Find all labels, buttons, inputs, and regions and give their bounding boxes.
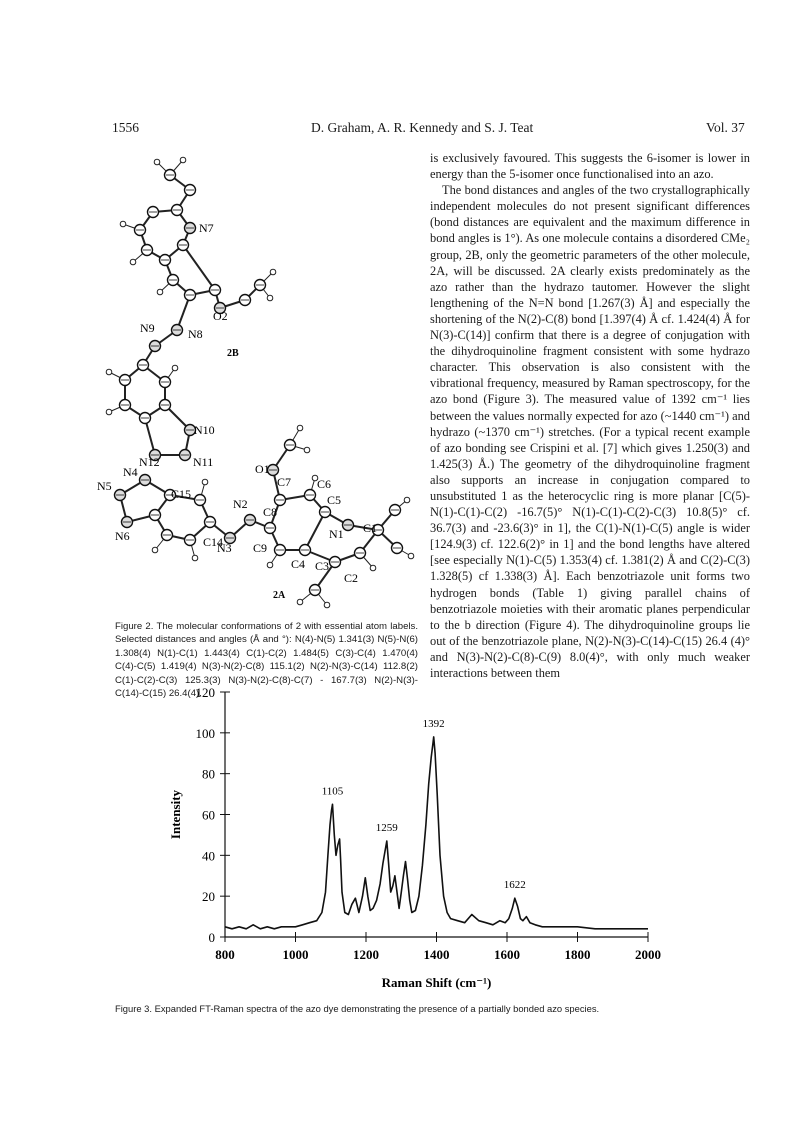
atom-label-2b: 2B — [227, 348, 239, 359]
hydrogen-atom — [202, 479, 208, 485]
atom-label-2a: N3 — [217, 541, 232, 555]
y-tick-label: 80 — [202, 766, 215, 782]
hydrogen-atom — [267, 295, 273, 301]
x-tick-label: 1400 — [423, 947, 450, 962]
page-number: 1556 — [112, 120, 139, 135]
peak-label: 1105 — [321, 785, 344, 798]
x-tick-label: 1600 — [494, 947, 520, 962]
hydrogen-atom — [180, 157, 186, 163]
hydrogen-atom — [152, 547, 158, 553]
hydrogen-atom — [297, 599, 303, 605]
x-tick-label: 1800 — [564, 947, 591, 962]
atom-label-2a: C7 — [277, 475, 292, 489]
hydrogen-atom — [370, 565, 376, 571]
running-authors: D. Graham, A. R. Kennedy and S. J. Teat — [311, 120, 534, 135]
hydrogen-atom — [404, 497, 410, 503]
hydrogen-atom — [297, 425, 303, 431]
y-tick-label: 40 — [202, 848, 215, 864]
raman-spectrum-chart — [150, 682, 670, 994]
atom-label-2a: C4 — [291, 557, 306, 571]
raman-spectrum-line — [225, 737, 648, 929]
bond-line — [305, 512, 325, 550]
atom-label-2a: C2 — [344, 571, 359, 585]
x-axis-label: Raman Shift (cm⁻¹) — [381, 975, 492, 990]
atom-label-2a: N5 — [97, 479, 112, 493]
atom-label-2a: C8 — [263, 505, 278, 519]
hydrogen-atom — [157, 289, 163, 295]
atom-labels — [97, 221, 377, 601]
atom-label-2a: 2A — [273, 590, 286, 601]
hydrogen-atom — [106, 409, 112, 415]
y-tick-label: 60 — [202, 807, 215, 823]
hydrogen-atom — [106, 369, 112, 375]
bond-line — [183, 245, 215, 290]
y-tick-label: 120 — [195, 685, 215, 700]
y-tick-label: 0 — [208, 930, 215, 945]
peak-label: 1259 — [375, 822, 398, 835]
atom-label-2a: N2 — [233, 497, 248, 511]
hydrogen-atom — [304, 447, 310, 453]
atom-label-2b: N8 — [188, 327, 203, 341]
atom-label-2a: O1 — [255, 462, 270, 476]
hydrogen-atom — [408, 553, 414, 559]
hydrogen-atom — [267, 562, 273, 568]
hydrogen-atom — [324, 602, 330, 608]
y-tick-label: 20 — [202, 889, 215, 905]
atom-label-2b: N11 — [193, 455, 214, 469]
hydrogen-atom — [192, 555, 198, 561]
atom-label-2a: N4 — [123, 465, 138, 479]
atom-label-2b: N9 — [140, 321, 155, 335]
hydrogen-atom — [270, 269, 276, 275]
figure3-caption: Figure 3. Expanded FT-Raman spectra of the azo dye demonstrating the presence of a partially bonded azo species. — [115, 1003, 600, 1014]
hydrogen-atom — [130, 259, 136, 265]
atom-label-2a: C1 — [363, 521, 378, 535]
y-axis-label: Intensity — [168, 789, 183, 840]
atom-label-2b: N12 — [139, 455, 160, 469]
figure2-molecular-structure — [95, 150, 425, 610]
x-tick-label: 2000 — [635, 947, 661, 962]
peak-label: 1622 — [503, 879, 526, 892]
atom-label-2b: N10 — [194, 423, 215, 437]
paragraph-1: is exclusively favoured. This suggests the 6-isomer is lower in energy than the 5-isomer once functionalised into an azo. — [430, 151, 750, 182]
volume-label: Vol. 37 — [706, 120, 745, 135]
hydrogen-atom — [154, 159, 160, 165]
atom-label-2b: O2 — [213, 309, 228, 323]
x-tick-label: 800 — [215, 947, 235, 962]
atom-label-2a: C15 — [171, 487, 192, 501]
atom-label-2a: C9 — [253, 541, 268, 555]
figure2-caption: Figure 2. The molecular conformations of 2 with essential atom labels. Selected distances and angles (Å and °): N(4)-N(5) 1.341(3) N(5)-N(6) 1.308(4) N(1)-C(1) 1.443(4) C(1)-C(2) 1.484(5) C(3)-C(4) 1.470(4) C(4)-C(5) 1.419(4) N(3)-N(2)-C(8) 115.1(2) N(2)-N(3)-C(14) 112.8(2) C(1)-C(2)-C(3) 125.3(3) N(3)-N(2)-C(8)-C(7) - 167.7(3) N(2)-N(3)-C(14)-C(15) 26.4(4). — [115, 621, 418, 700]
atom-label-2a: N1 — [329, 527, 344, 541]
atom-label-2a: C14 — [203, 535, 224, 549]
x-tick-label: 1000 — [282, 947, 309, 962]
molecule-atoms — [115, 170, 403, 596]
y-tick-label: 100 — [195, 725, 215, 741]
atom-label-2a: N6 — [115, 529, 130, 543]
hydrogen-atom — [172, 365, 178, 371]
body-text-column — [430, 150, 750, 681]
atom-label-2b: N7 — [199, 221, 214, 235]
atom-label-2a: C6 — [317, 477, 332, 491]
peak-label: 1392 — [422, 717, 445, 730]
atom-label-2a: C5 — [327, 493, 342, 507]
atom-label-2a: C3 — [315, 559, 330, 573]
hydrogen-atom — [120, 221, 126, 227]
x-tick-label: 1200 — [353, 947, 379, 962]
paragraph-2: The bond distances and angles of the two crystallographically independent molecules do not present significant differences (bond distances are equivalent and the maximum difference in bond angles is 1°). As one molecule contains a disordered CMe₂ group, 2B, only the geometric parameters of the other molecule, 2A, will be discussed. 2A clearly exists predominately as the azo rather than the hydrazo tautomer. However the slight lengthening of the N=N bond [1.267(3) Å] and especially the shortening of the N(2)-C(8) bond [1.397(4) Å cf. 1.424(4) Å for N(3)-C(14)] confirm that there is a degree of conjugation with the dihydroquinoline fragment consistent with some hydrazo character. This observation is also consistent with the vibrational frequency, measured by Raman spectroscopy, for the azo bond (Figure 3). The measured value of 1392 cm⁻¹ lies between the values normally expected for azo (~1440 cm⁻¹) and hydrazo (~1370 cm⁻¹) stretches. (For a typical recent example of azo bonding see Crispini et al. [7] which gives 1.250(3) and 1.425(3) Å.) The geometry of the dihydroquinoline fragment also supports an increase in conjugation compared to unsubstituted 1 as the heterocyclic ring is more planar [C(5)-N(1)-C(1)-C(2) -16.7(5)° N(1)-C(1)-C(2)-C(3) 10.8(5)° cf. 36.7(3) and -23.6(3)° in 1], the C(1)-N(1)-C(5) angle is wider [124.9(3) cf. 122.6(2)° in 1] and the bond lengths have altered [see especially N(1)-C(5) 1.353(4) cf. 1.381(2) Å and C(2)-C(3) 1.328(5) cf 1.338(3) Å]. Each benzotriazole unit forms two hydrogen bonds (Table 1) giving parallel chains of benzotriazole moieties with their aromatic planes perpendicular to the b direction (Figure 4). The dihydroquinoline groups lie out of the benzotriazole plane, N(2)-N(3)-C(14)-C(15) 26.4 (4)° and N(3)-N(2)-C(8)-C(9) 8.0(4)°, with only much weaker interactions between them — [430, 183, 750, 680]
